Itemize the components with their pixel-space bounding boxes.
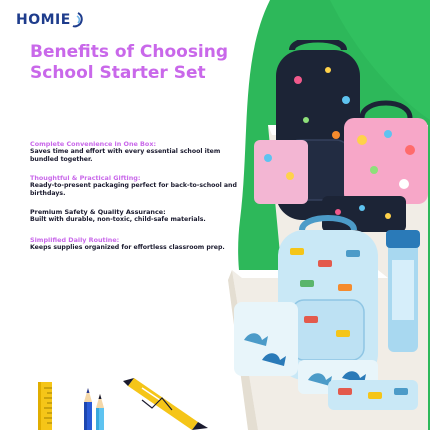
brand-name: HOMIE <box>16 12 71 28</box>
brand-logo <box>16 12 84 28</box>
title-line-1: Benefits of Choosing <box>30 42 229 62</box>
pencil-icon <box>84 388 104 430</box>
starter-set-product-image <box>228 40 430 430</box>
pen-icon <box>123 378 208 430</box>
benefit-item <box>30 208 245 224</box>
benefit-description: Keeps supplies organized for effortless classroom prep. <box>30 243 225 251</box>
ruler-icon <box>38 382 52 430</box>
benefit-title: Simplified Daily Routine: <box>30 235 120 244</box>
benefits-list <box>30 140 245 263</box>
benefit-title: Premium Safety & Quality Assurance: <box>30 208 166 217</box>
benefit-description: Built with durable, non-toxic, child-safe materials. <box>30 216 206 224</box>
stationery-illustration <box>30 350 230 430</box>
benefit-item <box>30 140 245 163</box>
page-title <box>30 42 260 84</box>
benefit-description: Ready-to-present packaging perfect for back-to-school and birthdays. <box>30 182 237 197</box>
benefit-title: Thoughtful & Practical Gifting: <box>30 174 141 183</box>
benefit-title: Complete Convenience in One Box: <box>30 140 156 148</box>
logo-mark-icon <box>72 12 84 28</box>
title-line-2: School Starter Set <box>30 63 206 83</box>
benefit-item <box>30 174 245 197</box>
benefit-description: Saves time and effort with every essential school item bundled together. <box>30 148 221 163</box>
benefit-item <box>30 236 245 252</box>
